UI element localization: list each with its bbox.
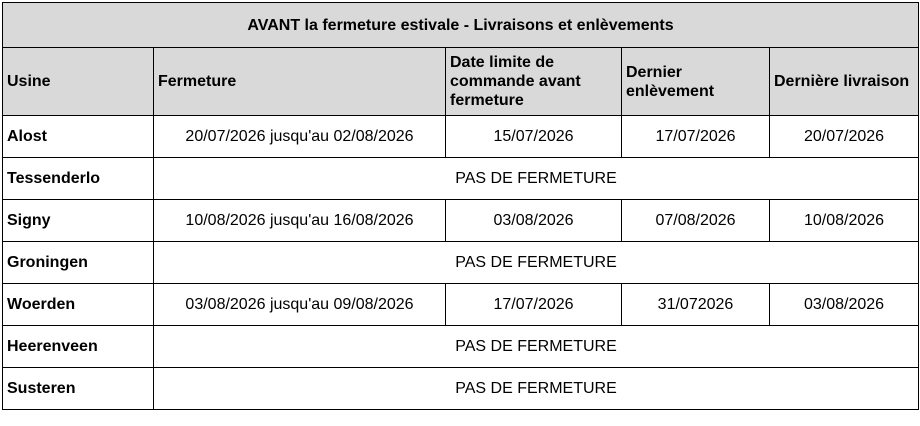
table-row	[3, 368, 919, 410]
table-row	[3, 242, 919, 284]
title-row	[3, 3, 919, 48]
order-deadline: 15/07/2026	[446, 116, 622, 158]
no-closure-notice: PAS DE FERMETURE	[154, 158, 919, 200]
header-order-deadline: Date limite de commande avant fermeture	[446, 48, 622, 116]
last-pickup: 07/08/2026	[622, 200, 770, 242]
closure-period: 03/08/2026 jusqu'au 09/08/2026	[154, 284, 446, 326]
table-row	[3, 116, 919, 158]
header-row	[3, 48, 919, 116]
order-deadline: 17/07/2026	[446, 284, 622, 326]
plant-name: Signy	[3, 200, 154, 242]
plant-name: Groningen	[3, 242, 154, 284]
header-closure: Fermeture	[154, 48, 446, 116]
table-row	[3, 284, 919, 326]
plant-name: Tessenderlo	[3, 158, 154, 200]
plant-name: Susteren	[3, 368, 154, 410]
last-pickup: 17/07/2026	[622, 116, 770, 158]
header-plant: Usine	[3, 48, 154, 116]
plant-name: Heerenveen	[3, 326, 154, 368]
last-delivery: 20/07/2026	[770, 116, 919, 158]
table-title: AVANT la fermeture estivale - Livraisons et enlèvements	[3, 3, 919, 48]
table-row	[3, 200, 919, 242]
last-delivery: 03/08/2026	[770, 284, 919, 326]
last-delivery: 10/08/2026	[770, 200, 919, 242]
plant-name: Alost	[3, 116, 154, 158]
last-pickup: 31/072026	[622, 284, 770, 326]
header-last-delivery: Dernière livraison	[770, 48, 919, 116]
order-deadline: 03/08/2026	[446, 200, 622, 242]
table-row	[3, 326, 919, 368]
no-closure-notice: PAS DE FERMETURE	[154, 326, 919, 368]
header-last-pickup: Dernier enlèvement	[622, 48, 770, 116]
closure-period: 10/08/2026 jusqu'au 16/08/2026	[154, 200, 446, 242]
table-row	[3, 158, 919, 200]
no-closure-notice: PAS DE FERMETURE	[154, 368, 919, 410]
no-closure-notice: PAS DE FERMETURE	[154, 242, 919, 284]
plant-name: Woerden	[3, 284, 154, 326]
closure-schedule-table	[2, 2, 919, 410]
closure-period: 20/07/2026 jusqu'au 02/08/2026	[154, 116, 446, 158]
